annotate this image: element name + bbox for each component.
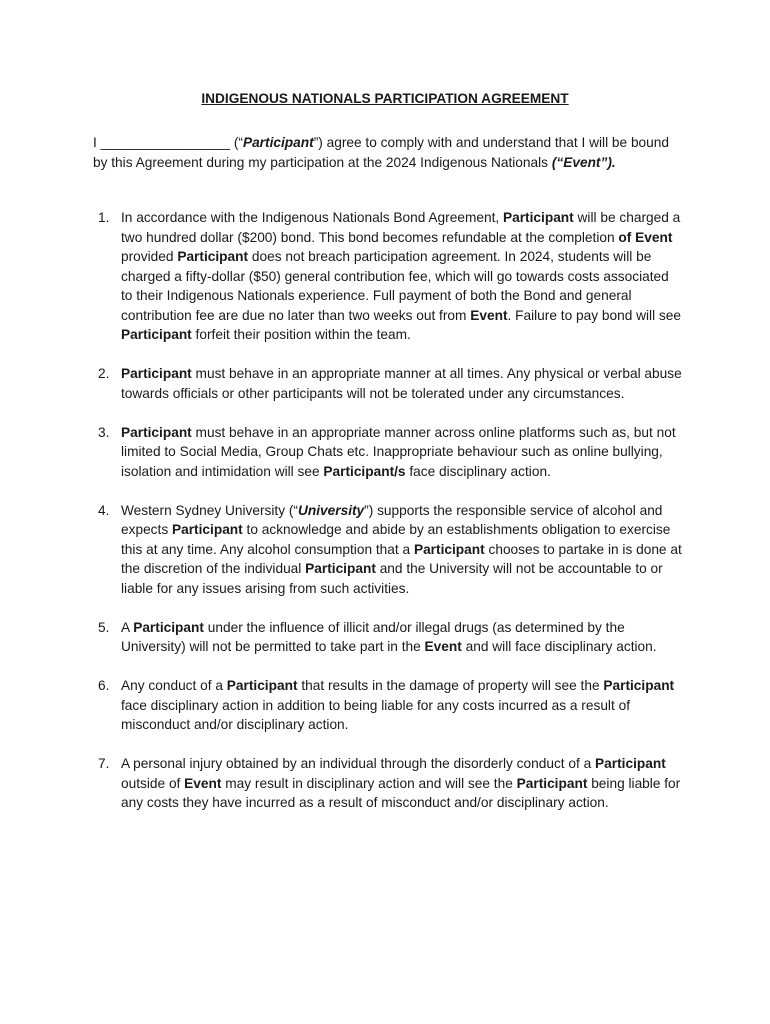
clause-text-segment: ”) supports the responsible service of alcohol and expects <box>121 502 663 537</box>
clause-defined-term: Participant <box>603 678 675 693</box>
clause-defined-term: of Event <box>618 229 673 245</box>
clause-item <box>93 364 683 403</box>
clause-text-segment: must behave in an appropriate manner at all times. Any physical or verbal abuse towards officials or other participants will not be tolerated under any circumstances. <box>121 366 682 401</box>
clause-text-segment: will be charged a two hundred dollar ($200) bond. This bond becomes refundable at the completion <box>121 210 681 245</box>
clause-number: 7. <box>98 756 110 771</box>
clause-text-segment: may result in disciplinary action and will see the <box>221 775 517 791</box>
intro-paragraph <box>93 133 673 172</box>
clause-text-segment: outside of <box>121 775 185 791</box>
clause-number: 5. <box>98 619 110 635</box>
clause-text-segment: In accordance with the Indigenous Nationals Bond Agreement, <box>121 210 503 225</box>
clause-defined-term: Participant <box>502 210 574 225</box>
clause-list <box>93 208 683 813</box>
clause-item <box>93 208 683 345</box>
clause-text-segment: must behave in an appropriate manner across online platforms such as, but not limited to Social Media, Group Chats etc. Inappropriate behaviour such as online bullying, isolation and intimidation will see <box>121 424 676 479</box>
clause-defined-term: Participant <box>516 775 588 791</box>
clause-item <box>93 754 683 813</box>
clause-text-segment: Western Sydney University (“ <box>121 502 298 518</box>
clause-defined-term: Participant <box>305 561 376 576</box>
clause-number: 3. <box>98 424 110 440</box>
clause-text <box>121 425 676 479</box>
clause-defined-term: Participant <box>177 249 249 264</box>
clause-text-segment: to acknowledge and abide by an establishments obligation to exercise this at any time. Any alcohol consumption that a <box>121 522 671 557</box>
clause-text-segment: A <box>121 619 134 635</box>
clause-text-segment: and will face disciplinary action. <box>461 639 657 654</box>
clause-text <box>121 678 674 732</box>
clause-text-segment: and the University will not be accountable to or liable for any issues arising from such activities. <box>121 561 663 596</box>
clause-defined-term: Participant <box>121 366 192 381</box>
clause-text-segment: under the influence of illicit and/or illegal drugs (as determined by the University) will not be permitted to take part in the <box>121 619 625 654</box>
clause-text <box>121 503 682 596</box>
intro-participant-term: Participant <box>242 135 314 150</box>
clause-number: 1. <box>98 210 110 225</box>
clause-text-segment: face disciplinary action in addition to being liable for any costs incurred as a result of misconduct and/or disciplinary action. <box>121 697 630 732</box>
clause-defined-term: University <box>297 502 365 518</box>
clause-text-segment: that results in the damage of property will see the <box>297 678 604 693</box>
clause-defined-term: Participant <box>171 522 243 537</box>
clause-text <box>121 210 681 342</box>
intro-pre: I _________________ (“ <box>93 135 243 150</box>
clause-text-segment: forfeit their position within the team. <box>191 327 411 342</box>
clause-item <box>93 618 683 657</box>
clause-text-segment: face disciplinary action. <box>405 463 551 479</box>
intro-mid: ”) agree to comply with and understand that I will be bound by this Agreement during my participation at the 2024 Indigenous Nationals <box>93 135 670 170</box>
clause-defined-term: Participant <box>121 327 192 342</box>
clause-number: 4. <box>98 502 110 518</box>
clause-text <box>121 366 682 401</box>
clause-text-segment: does not breach participation agreement. In 2024, students will be charged a fifty-dollar ($50) general contribution fee, which will go towards costs associated to their Indigenous Nationals experience. Full payment of both the Bond and general contribution fee are due no later than two weeks out from <box>121 249 669 323</box>
clause-defined-term: Participant <box>413 541 485 557</box>
clause-item <box>93 423 683 482</box>
clause-text-segment: . Failure to pay bond will see <box>507 307 681 323</box>
clause-defined-term: Event <box>424 639 462 654</box>
clause-defined-term: Participant <box>121 424 192 440</box>
intro-event-term: (“Event”). <box>551 154 616 170</box>
clause-text-segment: being liable for any costs they have incurred as a result of misconduct and/or disciplinary action. <box>121 775 681 810</box>
clause-text-segment: A personal injury obtained by an individual through the disorderly conduct of a <box>121 756 596 771</box>
clause-text-segment: Any conduct of a <box>121 678 227 693</box>
clause-item <box>93 501 683 599</box>
clause-number: 6. <box>98 678 110 693</box>
clause-text-segment: provided <box>121 249 178 264</box>
clause-number: 2. <box>98 366 110 381</box>
document-title: INDIGENOUS NATIONALS PARTICIPATION AGREEMENT <box>201 91 569 106</box>
clause-text <box>121 620 657 655</box>
clause-defined-term: Event <box>184 775 222 791</box>
clause-defined-term: Participant <box>595 756 666 771</box>
clause-text <box>121 756 680 810</box>
clause-defined-term: Event <box>470 307 508 323</box>
clause-item <box>93 676 683 735</box>
clause-defined-term: Participant/s <box>323 463 406 479</box>
clause-text-segment: chooses to partake in is done at the discretion of the individual <box>121 541 682 576</box>
clause-defined-term: Participant <box>133 619 204 635</box>
clause-defined-term: Participant <box>226 678 298 693</box>
